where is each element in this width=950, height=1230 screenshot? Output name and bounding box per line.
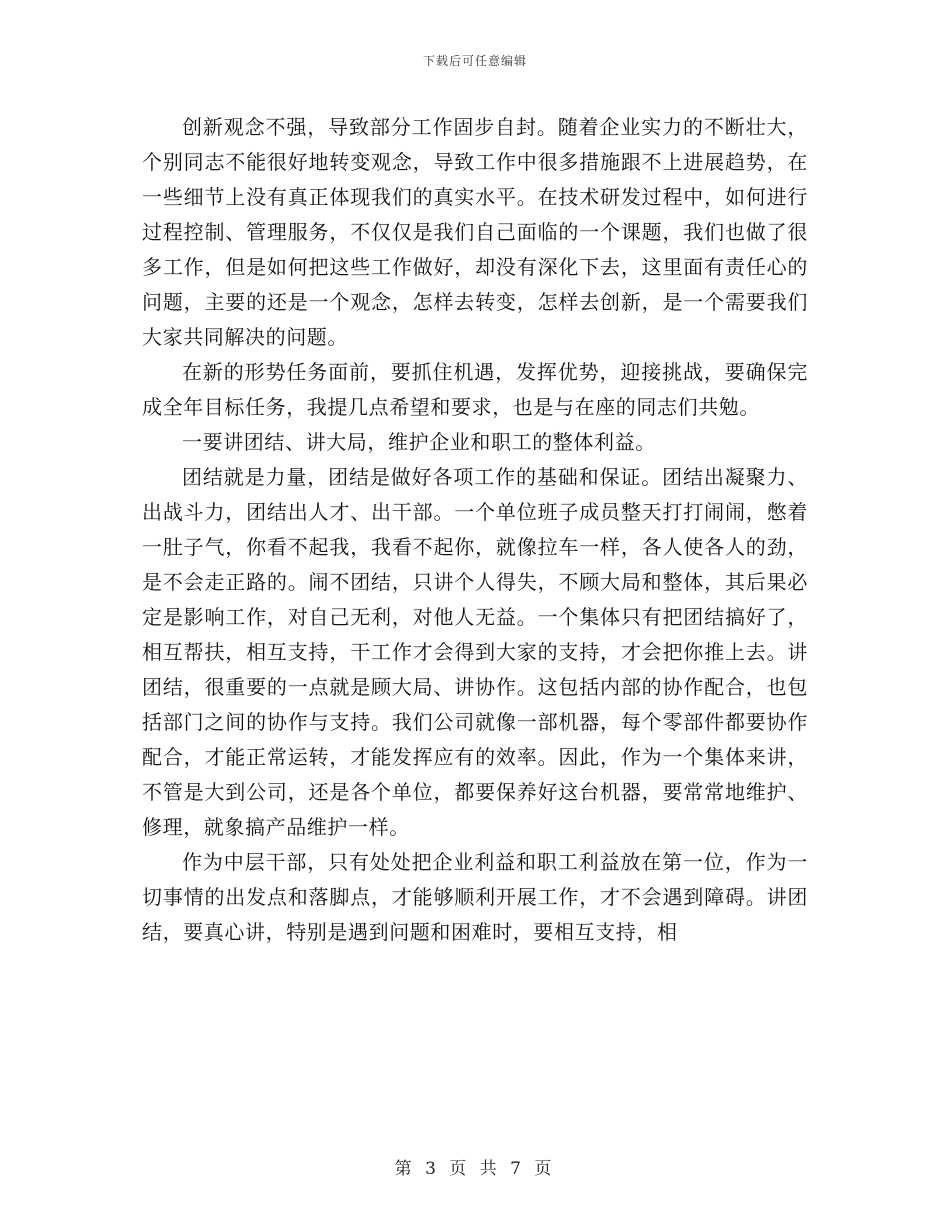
paragraph: 作为中层干部，只有处处把企业利益和职工利益放在第一位，作为一切事情的出发点和落脚点，才能够顺利开展工作，才不会遇到障碍。讲团结，要真心讲，特别是遇到问题和困难时，要相互支持，相 bbox=[142, 850, 808, 944]
page-header-note: 下载后可任意编辑 bbox=[422, 54, 527, 68]
paragraph: 团结就是力量，团结是做好各项工作的基础和保证。团结出凝聚力、出战斗力，团结出人才、出干部。一个单位班子成员整天打打闹闹，憋着一肚子气，你看不起我，我看不起你，就像拉车一样，各人使各人的劲，是不会走正路的。闹不团结，只讲个人得失，不顾大局和整体，其后果必定是影响工作，对自己无利，对他人无益。一个集体只有把团结搞好了，相互帮扶，相互支持，干工作才会得到大家的支持，才会把你推上去。讲团结，很重要的一点就是顾大局、讲协作。这包括内部的协作配合，也包括部门之间的协作与支持。我们公司就像一部机器，每个零部件都要协作配合，才能正常运转，才能发挥应有的效率。因此，作为一个集体来讲，不管是大到公司，还是各个单位，都要保养好这台机器，要常常地维护、修理，就象搞产品维护一样。 bbox=[142, 465, 808, 839]
paragraph: 在新的形势任务面前，要抓住机遇，发挥优势，迎接挑战，要确保完成全年目标任务，我提几点希望和要求，也是与在座的同志们共勉。 bbox=[142, 360, 808, 419]
page-number: 第 3 页 共 7 页 bbox=[394, 1159, 556, 1179]
section-heading: 一要讲团结、讲大局，维护企业和职工的整体利益。 bbox=[182, 430, 656, 454]
document-body bbox=[142, 110, 808, 950]
paragraph: 创新观念不强，导致部分工作固步自封。随着企业实力的不断壮大，个别同志不能很好地转变观念，导致工作中很多措施跟不上进展趋势，在一些细节上没有真正体现我们的真实水平。在技术研发过程中，如何进行过程控制、管理服务，不仅仅是我们自己面临的一个课题，我们也做了很多工作，但是如何把这些工作做好，却没有深化下去，这里面有责任心的问题，主要的还是一个观念，怎样去转变，怎样去创新，是一个需要我们大家共同解决的问题。 bbox=[142, 115, 808, 349]
